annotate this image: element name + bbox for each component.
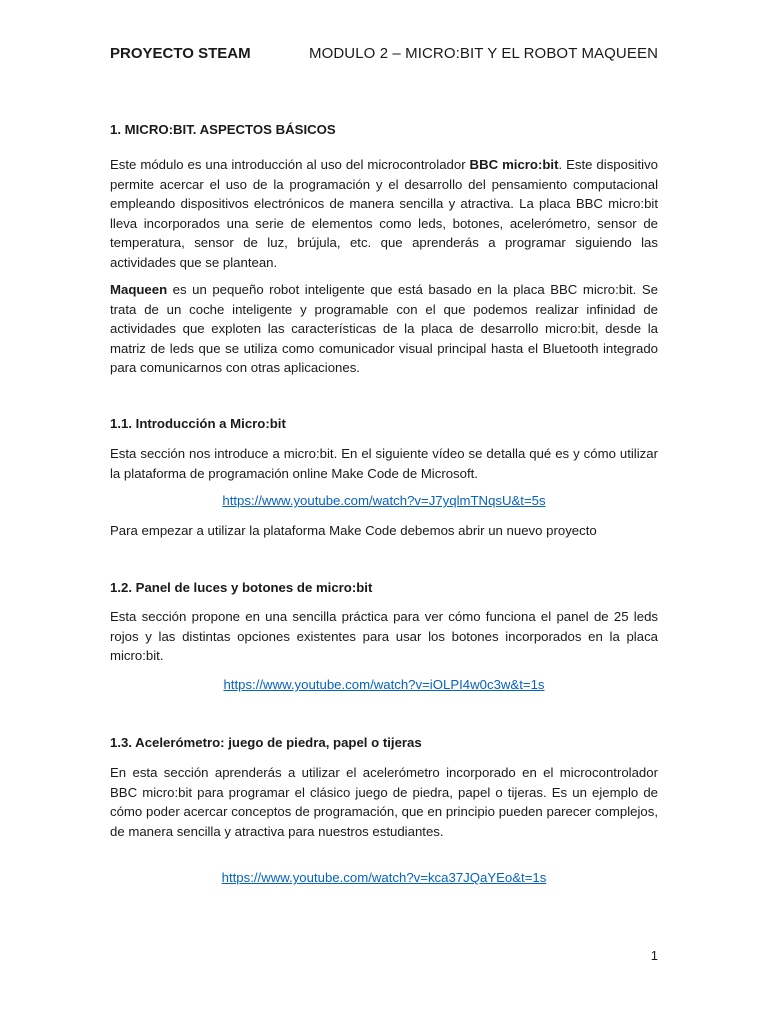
section-1-2-paragraph: Esta sección propone en una sencilla práctica para ver cómo funciona el panel de 25 leds rojos y las distintas opciones existentes para usar los botones incorporados en la placa micro:bit. — [110, 609, 658, 663]
video-link-accelerometer-game[interactable]: https://www.youtube.com/watch?v=kca37JQaYEo&t=1s — [221, 870, 547, 885]
section-1-1-paragraph-2: Para empezar a utilizar la plataforma Make Code debemos abrir un nuevo proyecto — [110, 523, 597, 538]
page-number: 1 — [650, 948, 658, 963]
section-1-1-link-line — [110, 491, 658, 511]
section-1-3-link-line — [110, 868, 658, 888]
section-1-p1-bold: BBC micro:bit — [469, 157, 559, 172]
section-1-p1-text-a: Este módulo es una introducción al uso del microcontrolador — [110, 157, 470, 172]
section-1-p2-text: es un pequeño robot inteligente que está basado en la placa BBC micro:bit. Se trata de un coche inteligente y programable con el que podemos realizar infinidad de actividades que exploten las características de la placa de desarrollo micro:bit, desde la matriz de leds que se utiliza como comunicador visual principal hasta el Bluetooth integrado para comunicarnos con otras aplicaciones. — [110, 282, 658, 375]
section-1-2-link-line — [110, 675, 658, 695]
section-1-3-heading: 1.3. Acelerómetro: juego de piedra, papel o tijeras — [110, 735, 422, 750]
section-1-1-paragraph: Esta sección nos introduce a micro:bit. En el siguiente vídeo se detalla qué es y cómo utilizar la plataforma de programación online Make Code de Microsoft. — [110, 446, 658, 481]
section-1-2-heading: 1.2. Panel de luces y botones de micro:bit — [110, 580, 373, 595]
section-1-paragraph-2 — [110, 280, 658, 378]
section-1-paragraph-1 — [110, 155, 658, 272]
section-1-p2-bold: Maqueen — [110, 282, 168, 297]
section-1-1-heading: 1.1. Introducción a Micro:bit — [110, 416, 286, 431]
header-project-title: PROYECTO STEAM — [110, 45, 251, 62]
video-link-intro-microbit[interactable]: https://www.youtube.com/watch?v=J7yqlmTNqsU&t=5s — [222, 493, 546, 508]
section-1-p1-text-b: . Este dispositivo permite acercar el uso de la programación y el desarrollo del pensamiento computacional empleando dispositivos electrónicos de manera sencilla y atractiva. La placa BBC micro:bit lleva incorporados una serie de elementos como leds, botones, acelerómetro, sensor de temperatura, sensor de luz, brújula, etc. que aprenderás a programar siguiendo las actividades que se plantean. — [110, 157, 659, 270]
video-link-leds-buttons[interactable]: https://www.youtube.com/watch?v=iOLPI4w0c3w&t=1s — [223, 677, 545, 692]
page-header — [110, 43, 658, 65]
header-module-title: MODULO 2 – MICRO:BIT Y EL ROBOT MAQUEEN — [309, 45, 658, 62]
section-1-heading: 1. MICRO:BIT. ASPECTOS BÁSICOS — [110, 122, 336, 137]
section-1-3-paragraph: En esta sección aprenderás a utilizar el acelerómetro incorporado en el microcontrolador BBC micro:bit para programar el clásico juego de piedra, papel o tijeras. Es un ejemplo de cómo poder acercar conceptos de programación, que en principio pueden parecer complejos, de manera sencilla y atractiva para nuestros estudiantes. — [110, 765, 658, 839]
